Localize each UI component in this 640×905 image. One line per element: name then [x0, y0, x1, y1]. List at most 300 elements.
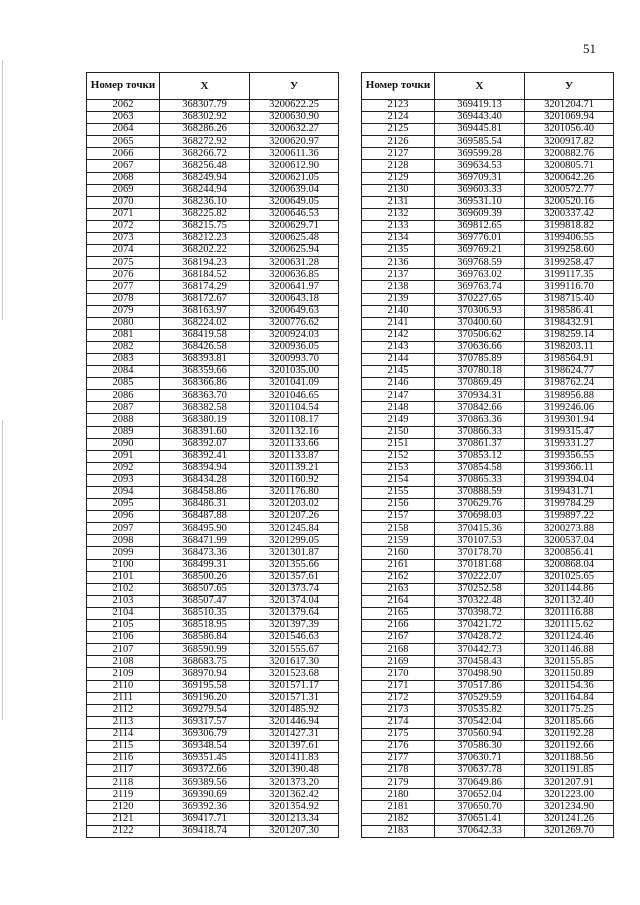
point-number-cell: 2100 [87, 559, 160, 571]
x-coordinate-cell: 370934.31 [435, 390, 525, 402]
y-coordinate-cell: 3199818.82 [525, 220, 614, 232]
table-row [87, 559, 339, 571]
y-coordinate-cell: 3198564.91 [525, 353, 614, 365]
point-number-cell: 2138 [362, 281, 435, 293]
y-coordinate-cell: 3199117.35 [525, 269, 614, 281]
point-number-cell: 2171 [362, 680, 435, 692]
x-coordinate-cell: 368500.26 [160, 571, 250, 583]
table-row [362, 523, 614, 535]
table-row [87, 112, 339, 124]
point-number-cell: 2151 [362, 438, 435, 450]
x-coordinate-cell: 368163.97 [160, 305, 250, 317]
y-coordinate-cell: 3199897.22 [525, 511, 614, 523]
table-row [362, 305, 614, 317]
y-coordinate-cell: 3199431.71 [525, 487, 614, 499]
y-coordinate-cell: 3199331.27 [525, 438, 614, 450]
x-coordinate-cell: 370842.66 [435, 402, 525, 414]
header-point-number: Номер точки [87, 73, 160, 100]
table-row [87, 438, 339, 450]
y-coordinate-cell: 3199315.47 [525, 426, 614, 438]
point-number-cell: 2134 [362, 233, 435, 245]
point-number-cell: 2179 [362, 777, 435, 789]
table-row [362, 378, 614, 390]
table-row [87, 656, 339, 668]
point-number-cell: 2121 [87, 813, 160, 825]
table-row [362, 595, 614, 607]
table-row [87, 789, 339, 801]
point-number-cell: 2123 [362, 100, 435, 112]
point-number-cell: 2139 [362, 293, 435, 305]
y-coordinate-cell: 3201207.26 [250, 511, 339, 523]
scan-edge-mark [2, 420, 3, 720]
table-row [362, 353, 614, 365]
point-number-cell: 2167 [362, 632, 435, 644]
x-coordinate-cell: 368392.41 [160, 450, 250, 462]
table-row [362, 656, 614, 668]
x-coordinate-cell: 369776.01 [435, 233, 525, 245]
coordinates-table-left [86, 72, 339, 838]
table-row [362, 499, 614, 511]
table-row [362, 462, 614, 474]
x-coordinate-cell: 369389.56 [160, 777, 250, 789]
x-coordinate-cell: 370442.73 [435, 644, 525, 656]
point-number-cell: 2093 [87, 474, 160, 486]
point-number-cell: 2177 [362, 753, 435, 765]
point-number-cell: 2181 [362, 801, 435, 813]
table-row [362, 426, 614, 438]
point-number-cell: 2122 [87, 825, 160, 837]
point-number-cell: 2178 [362, 765, 435, 777]
point-number-cell: 2148 [362, 402, 435, 414]
table-row [87, 233, 339, 245]
y-coordinate-cell: 3201133.66 [250, 438, 339, 450]
point-number-cell: 2075 [87, 257, 160, 269]
table-row [362, 607, 614, 619]
table-row [362, 112, 614, 124]
table-row [87, 341, 339, 353]
y-coordinate-cell: 3201160.92 [250, 474, 339, 486]
table-row [362, 487, 614, 499]
x-coordinate-cell: 368302.92 [160, 112, 250, 124]
x-coordinate-cell: 368286.26 [160, 124, 250, 136]
table-row [362, 668, 614, 680]
point-number-cell: 2115 [87, 740, 160, 752]
x-coordinate-cell: 370630.71 [435, 753, 525, 765]
point-number-cell: 2140 [362, 305, 435, 317]
x-coordinate-cell: 370400.60 [435, 317, 525, 329]
table-row [87, 571, 339, 583]
y-coordinate-cell: 3201116.88 [525, 607, 614, 619]
y-coordinate-cell: 3200649.05 [250, 196, 339, 208]
x-coordinate-cell: 368382.58 [160, 402, 250, 414]
y-coordinate-cell: 3200630.90 [250, 112, 339, 124]
y-coordinate-cell: 3200273.88 [525, 523, 614, 535]
point-number-cell: 2162 [362, 571, 435, 583]
x-coordinate-cell: 370398.72 [435, 607, 525, 619]
table-row [362, 777, 614, 789]
scan-edge-mark [2, 60, 3, 320]
point-number-cell: 2180 [362, 789, 435, 801]
x-coordinate-cell: 370107.53 [435, 535, 525, 547]
table-row [362, 728, 614, 740]
header-x: X [160, 73, 250, 100]
y-coordinate-cell: 3200611.36 [250, 148, 339, 160]
table-row [87, 172, 339, 184]
y-coordinate-cell: 3201035.00 [250, 366, 339, 378]
y-coordinate-cell: 3201175.25 [525, 704, 614, 716]
x-coordinate-cell: 368194.23 [160, 257, 250, 269]
x-coordinate-cell: 368458.86 [160, 487, 250, 499]
x-coordinate-cell: 370306.93 [435, 305, 525, 317]
x-coordinate-cell: 370586.30 [435, 740, 525, 752]
x-coordinate-cell: 370506.62 [435, 329, 525, 341]
table-row [87, 329, 339, 341]
y-coordinate-cell: 3200649.63 [250, 305, 339, 317]
point-number-cell: 2152 [362, 450, 435, 462]
x-coordinate-cell: 368215.75 [160, 220, 250, 232]
table-row [362, 281, 614, 293]
x-coordinate-cell: 368426.58 [160, 341, 250, 353]
y-coordinate-cell: 3201397.39 [250, 620, 339, 632]
table-row [87, 450, 339, 462]
point-number-cell: 2117 [87, 765, 160, 777]
point-number-cell: 2120 [87, 801, 160, 813]
table-row [362, 632, 614, 644]
table-row [87, 317, 339, 329]
x-coordinate-cell: 368471.99 [160, 535, 250, 547]
y-coordinate-cell: 3200639.04 [250, 184, 339, 196]
point-number-cell: 2165 [362, 607, 435, 619]
point-number-cell: 2074 [87, 245, 160, 257]
y-coordinate-cell: 3198624.77 [525, 366, 614, 378]
point-number-cell: 2067 [87, 160, 160, 172]
table-row [87, 474, 339, 486]
y-coordinate-cell: 3201132.40 [525, 595, 614, 607]
table-row [87, 632, 339, 644]
table-row [362, 474, 614, 486]
y-coordinate-cell: 3201373.74 [250, 583, 339, 595]
table-row [362, 414, 614, 426]
x-coordinate-cell: 369812.65 [435, 220, 525, 232]
point-number-cell: 2066 [87, 148, 160, 160]
point-number-cell: 2063 [87, 112, 160, 124]
y-coordinate-cell: 3201373.20 [250, 777, 339, 789]
table-row [87, 620, 339, 632]
table-row [87, 269, 339, 281]
y-coordinate-cell: 3200924.03 [250, 329, 339, 341]
y-coordinate-cell: 3200868.04 [525, 559, 614, 571]
y-coordinate-cell: 3201571.31 [250, 692, 339, 704]
x-coordinate-cell: 370498.90 [435, 668, 525, 680]
x-coordinate-cell: 369599.28 [435, 148, 525, 160]
y-coordinate-cell: 3201139.21 [250, 462, 339, 474]
x-coordinate-cell: 369709.31 [435, 172, 525, 184]
table-row [87, 426, 339, 438]
x-coordinate-cell: 368507.65 [160, 583, 250, 595]
point-number-cell: 2161 [362, 559, 435, 571]
table-row [362, 257, 614, 269]
y-coordinate-cell: 3200620.97 [250, 136, 339, 148]
x-coordinate-cell: 369603.33 [435, 184, 525, 196]
y-coordinate-cell: 3200632.27 [250, 124, 339, 136]
x-coordinate-cell: 368495.90 [160, 523, 250, 535]
y-coordinate-cell: 3200936.05 [250, 341, 339, 353]
point-number-cell: 2080 [87, 317, 160, 329]
y-coordinate-cell: 3199258.60 [525, 245, 614, 257]
point-number-cell: 2099 [87, 547, 160, 559]
header-x: X [435, 73, 525, 100]
table-row [362, 317, 614, 329]
y-coordinate-cell: 3199258.47 [525, 257, 614, 269]
x-coordinate-cell: 370861.37 [435, 438, 525, 450]
table-row [362, 136, 614, 148]
point-number-cell: 2071 [87, 208, 160, 220]
y-coordinate-cell: 3201056.40 [525, 124, 614, 136]
table-row [87, 825, 339, 837]
table-row [87, 753, 339, 765]
point-number-cell: 2136 [362, 257, 435, 269]
y-coordinate-cell: 3198586.41 [525, 305, 614, 317]
y-coordinate-cell: 3200776.62 [250, 317, 339, 329]
table-row [87, 293, 339, 305]
y-coordinate-cell: 3201299.05 [250, 535, 339, 547]
y-coordinate-cell: 3201411.83 [250, 753, 339, 765]
table-row [87, 305, 339, 317]
point-number-cell: 2089 [87, 426, 160, 438]
y-coordinate-cell: 3200856.41 [525, 547, 614, 559]
point-number-cell: 2124 [362, 112, 435, 124]
table-row [87, 281, 339, 293]
point-number-cell: 2150 [362, 426, 435, 438]
y-coordinate-cell: 3198762.24 [525, 378, 614, 390]
table-row [362, 571, 614, 583]
x-coordinate-cell: 369196.20 [160, 692, 250, 704]
table-row [87, 353, 339, 365]
x-coordinate-cell: 370785.89 [435, 353, 525, 365]
x-coordinate-cell: 370649.86 [435, 777, 525, 789]
x-coordinate-cell: 370322.48 [435, 595, 525, 607]
x-coordinate-cell: 368487.88 [160, 511, 250, 523]
point-number-cell: 2090 [87, 438, 160, 450]
x-coordinate-cell: 370637.78 [435, 765, 525, 777]
x-coordinate-cell: 368212.23 [160, 233, 250, 245]
point-number-cell: 2104 [87, 607, 160, 619]
y-coordinate-cell: 3201223.00 [525, 789, 614, 801]
point-number-cell: 2130 [362, 184, 435, 196]
table-row [362, 341, 614, 353]
point-number-cell: 2077 [87, 281, 160, 293]
table-row [362, 789, 614, 801]
y-coordinate-cell: 3201150.89 [525, 668, 614, 680]
coordinates-table-right [361, 72, 614, 838]
table-row [87, 220, 339, 232]
x-coordinate-cell: 368394.94 [160, 462, 250, 474]
x-coordinate-cell: 369443.40 [435, 112, 525, 124]
point-number-cell: 2076 [87, 269, 160, 281]
point-number-cell: 2110 [87, 680, 160, 692]
x-coordinate-cell: 370698.03 [435, 511, 525, 523]
y-coordinate-cell: 3201192.66 [525, 740, 614, 752]
x-coordinate-cell: 370181.68 [435, 559, 525, 571]
y-coordinate-cell: 3201132.16 [250, 426, 339, 438]
y-coordinate-cell: 3201617.30 [250, 656, 339, 668]
x-coordinate-cell: 370636.66 [435, 341, 525, 353]
y-coordinate-cell: 3200337.42 [525, 208, 614, 220]
x-coordinate-cell: 368392.07 [160, 438, 250, 450]
point-number-cell: 2176 [362, 740, 435, 752]
table-header-row [87, 73, 339, 100]
table-row [87, 511, 339, 523]
y-coordinate-cell: 3200636.85 [250, 269, 339, 281]
y-coordinate-cell: 3201234.90 [525, 801, 614, 813]
point-number-cell: 2131 [362, 196, 435, 208]
point-number-cell: 2091 [87, 450, 160, 462]
table-row [87, 462, 339, 474]
table-row [87, 257, 339, 269]
table-row [87, 716, 339, 728]
x-coordinate-cell: 370252.58 [435, 583, 525, 595]
y-coordinate-cell: 3201155.85 [525, 656, 614, 668]
point-number-cell: 2085 [87, 378, 160, 390]
table-row [362, 813, 614, 825]
x-coordinate-cell: 368272.92 [160, 136, 250, 148]
x-coordinate-cell: 370651.41 [435, 813, 525, 825]
table-row [362, 220, 614, 232]
y-coordinate-cell: 3199301.94 [525, 414, 614, 426]
table-row [362, 160, 614, 172]
table-row [362, 644, 614, 656]
point-number-cell: 2105 [87, 620, 160, 632]
table-row [362, 390, 614, 402]
header-y: У [250, 73, 339, 100]
point-number-cell: 2113 [87, 716, 160, 728]
point-number-cell: 2127 [362, 148, 435, 160]
table-row [362, 765, 614, 777]
x-coordinate-cell: 368518.95 [160, 620, 250, 632]
y-coordinate-cell: 3200631.28 [250, 257, 339, 269]
point-number-cell: 2070 [87, 196, 160, 208]
y-coordinate-cell: 3200643.18 [250, 293, 339, 305]
table-row [362, 124, 614, 136]
y-coordinate-cell: 3201207.91 [525, 777, 614, 789]
y-coordinate-cell: 3200882.76 [525, 148, 614, 160]
table-row [362, 172, 614, 184]
x-coordinate-cell: 369279.54 [160, 704, 250, 716]
y-coordinate-cell: 3201390.48 [250, 765, 339, 777]
point-number-cell: 2072 [87, 220, 160, 232]
y-coordinate-cell: 3201523.68 [250, 668, 339, 680]
table-row [362, 438, 614, 450]
x-coordinate-cell: 370542.04 [435, 716, 525, 728]
x-coordinate-cell: 368249.94 [160, 172, 250, 184]
table-row [87, 402, 339, 414]
y-coordinate-cell: 3201555.67 [250, 644, 339, 656]
table-row [87, 208, 339, 220]
point-number-cell: 2137 [362, 269, 435, 281]
x-coordinate-cell: 368473.36 [160, 547, 250, 559]
y-coordinate-cell: 3200622.25 [250, 100, 339, 112]
x-coordinate-cell: 370560.94 [435, 728, 525, 740]
point-number-cell: 2108 [87, 656, 160, 668]
x-coordinate-cell: 370854.58 [435, 462, 525, 474]
x-coordinate-cell: 368236.10 [160, 196, 250, 208]
table-row [362, 547, 614, 559]
table-row [87, 523, 339, 535]
x-coordinate-cell: 370529.59 [435, 692, 525, 704]
y-coordinate-cell: 3199394.04 [525, 474, 614, 486]
x-coordinate-cell: 370869.49 [435, 378, 525, 390]
point-number-cell: 2172 [362, 692, 435, 704]
x-coordinate-cell: 369419.13 [435, 100, 525, 112]
x-coordinate-cell: 369392.36 [160, 801, 250, 813]
x-coordinate-cell: 370865.33 [435, 474, 525, 486]
x-coordinate-cell: 370458.43 [435, 656, 525, 668]
table-row [362, 716, 614, 728]
table-row [362, 535, 614, 547]
x-coordinate-cell: 368507.47 [160, 595, 250, 607]
point-number-cell: 2156 [362, 499, 435, 511]
y-coordinate-cell: 3201301.87 [250, 547, 339, 559]
y-coordinate-cell: 3198715.40 [525, 293, 614, 305]
point-number-cell: 2109 [87, 668, 160, 680]
y-coordinate-cell: 3200993.70 [250, 353, 339, 365]
x-coordinate-cell: 370428.72 [435, 632, 525, 644]
x-coordinate-cell: 368202.22 [160, 245, 250, 257]
table-row [87, 644, 339, 656]
table-row [362, 184, 614, 196]
x-coordinate-cell: 370629.76 [435, 499, 525, 511]
y-coordinate-cell: 3201241.26 [525, 813, 614, 825]
y-coordinate-cell: 3201046.65 [250, 390, 339, 402]
table-row [362, 196, 614, 208]
y-coordinate-cell: 3198432.91 [525, 317, 614, 329]
table-row [87, 245, 339, 257]
point-number-cell: 2147 [362, 390, 435, 402]
y-coordinate-cell: 3198203.11 [525, 341, 614, 353]
x-coordinate-cell: 370642.33 [435, 825, 525, 837]
table-row [87, 487, 339, 499]
x-coordinate-cell: 370535.82 [435, 704, 525, 716]
table-row [362, 366, 614, 378]
y-coordinate-cell: 3200621.05 [250, 172, 339, 184]
x-coordinate-cell: 368359.66 [160, 366, 250, 378]
x-coordinate-cell: 368256.48 [160, 160, 250, 172]
point-number-cell: 2086 [87, 390, 160, 402]
x-coordinate-cell: 369531.10 [435, 196, 525, 208]
x-coordinate-cell: 369417.71 [160, 813, 250, 825]
x-coordinate-cell: 370178.70 [435, 547, 525, 559]
table-row [362, 233, 614, 245]
table-row [87, 547, 339, 559]
y-coordinate-cell: 3201176.80 [250, 487, 339, 499]
x-coordinate-cell: 368419.58 [160, 329, 250, 341]
point-number-cell: 2095 [87, 499, 160, 511]
y-coordinate-cell: 3201133.87 [250, 450, 339, 462]
y-coordinate-cell: 3199356.55 [525, 450, 614, 462]
table-body-right [362, 100, 614, 838]
x-coordinate-cell: 370421.72 [435, 620, 525, 632]
table-row [362, 825, 614, 837]
y-coordinate-cell: 3201355.66 [250, 559, 339, 571]
table-row [362, 680, 614, 692]
x-coordinate-cell: 368224.02 [160, 317, 250, 329]
point-number-cell: 2102 [87, 583, 160, 595]
x-coordinate-cell: 369763.74 [435, 281, 525, 293]
x-coordinate-cell: 370227.65 [435, 293, 525, 305]
x-coordinate-cell: 369763.02 [435, 269, 525, 281]
y-coordinate-cell: 3201269.70 [525, 825, 614, 837]
page-number: 51 [583, 41, 596, 56]
